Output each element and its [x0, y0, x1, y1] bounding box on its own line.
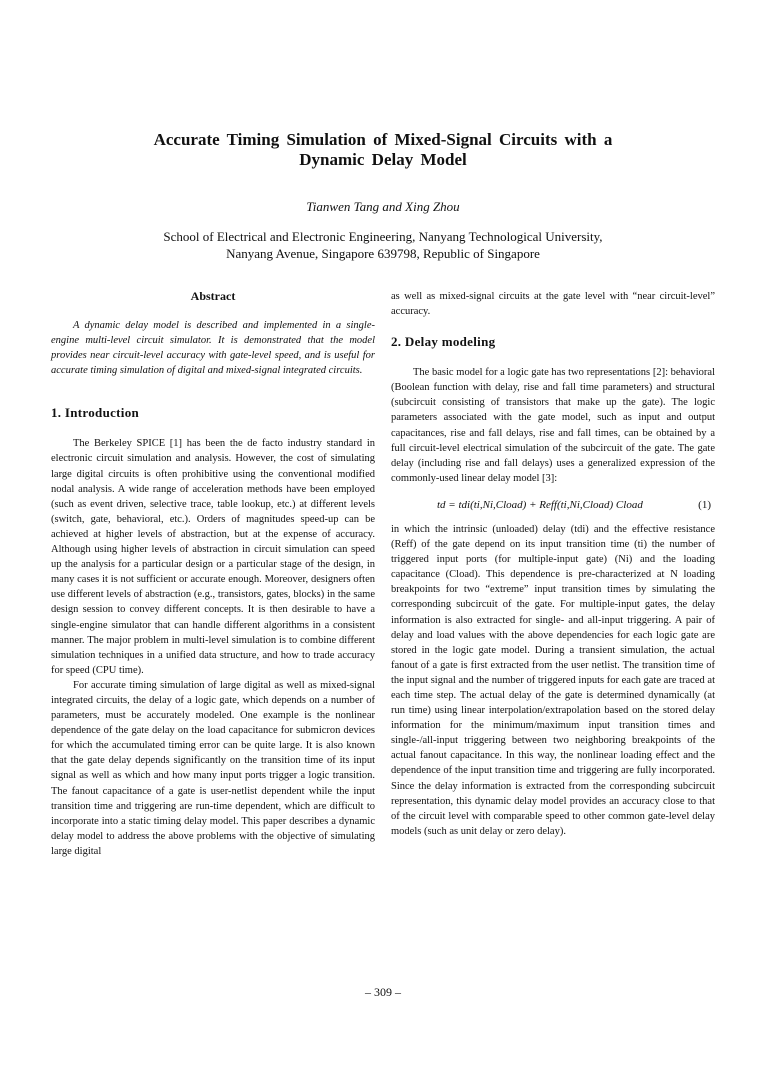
equation-body: td = tdi(ti,Ni,Cload) + Reff(ti,Ni,Cload) Cload — [437, 498, 643, 511]
introduction-heading: 1. Introduction — [51, 405, 140, 421]
introduction-paragraph-2-continued: as well as mixed-signal circuits at the gate level with “near circuit-level” accuracy. — [391, 291, 715, 318]
affiliation-line-2: Nanyang Avenue, Singapore 639798, Republic of Singapore — [226, 245, 540, 261]
abstract-text: A dynamic delay model is described and implemented in a single-engine multi-level circuit simulator. It is demonstrated that the model provides near circuit-level accuracy with gate-level speed, and is useful for accurate timing simulation of digital and mixed-signal integrated circuits. — [51, 320, 375, 377]
title-line-2: Dynamic Delay Model — [299, 150, 467, 169]
right-column — [391, 289, 715, 839]
left-column — [51, 288, 375, 859]
delay-modeling-paragraph-1: The basic model for a logic gate has two representations [2]: behavioral (Boolean function with delay, rise and fall time parameters) and structural (subcircuit consisting of transistors that make up the gate). The logic parameters associated with the gate model, such as input and output capacitances, rise and fall delays, rise and fall times, can be obtained by a full circuit-level electrical simulation of the subcircuit of the gate. The gate delay (including rise and fall delays) uses a generalized expression of the commonly-used linear delay model [3]: — [391, 367, 715, 484]
affiliation-line-1: School of Electrical and Electronic Engineering, Nanyang Technological University, — [163, 229, 603, 244]
authors: Tianwen Tang and Xing Zhou — [306, 199, 460, 214]
introduction-paragraph-1: The Berkeley SPICE [1] has been the de facto industry standard in electronic circuit simulation and analysis. However, the cost of simulating large digital circuits is often prohibitive using the conventional modified nodal analysis. A wide range of acceleration methods have been employed (such as event driven, selective trace, table lookup, etc.) at different levels (switch, gate, behavioral, etc.). Orders of magnitudes speed-up can be achieved at higher levels of abstraction, but at the expense of accuracy. Although using higher levels of abstraction in circuit simulation can speed up the analysis for a particular design or a particular stage of the design, in many cases it is not sufficient or accurate enough. Moreover, designers often use different levels of abstraction (e.g., transistors, gates, blocks) in the same design session to convey different concepts. It is then desirable to have a single-engine simulator that can handle different algorithms in a consistent manner. The major problem in multi-level simulation is to combine different simulation techniques in a unified data structure, and how to trade accuracy for speed (CPU time). — [51, 438, 375, 676]
equation-1 — [391, 496, 715, 516]
affiliation — [60, 229, 706, 262]
delay-modeling-paragraph-2: in which the intrinsic (unloaded) delay (tdi) and the effective resistance (Reff) of the gate depend on its input transition time (ti) the number of triggered input ports (for multiple-input gate) (Ni) and the loading capacitance (Cload). This dependence is pre-characterized at N loading breakpoints for two “extreme” input transition times by simulating the corresponding subcircuit of the gate. For multiple-input gates, the delay information is also extracted for single- and all-input triggering. A pair of delay and load values with the above dependencies for each logic gate are stored in the logic gate model. During a transient simulation, the actual fanout of a gate is first extracted from the user netlist. The transition time of the input signal and the number of triggered inputs for each gate are traced at each time step. The actual delay of the gate is determined dynamically (at run time) using linear interpolation/extrapolation based on the stored delay information for the minimum/maximum input transition times and single-/all-input triggering between two neighboring breakpoints of the actual fanout capacitance. In this way, the nonlinear loading effect and the dependence of the input transition time and triggering are fully incorporated. Since the delay information is extracted from the corresponding subcircuit representation, this dynamic delay model provides an accuracy close to that of the circuit level with comparable speed to other common gate-level delay models (such as unit delay or zero delay). — [391, 523, 715, 837]
introduction-paragraph-2: For accurate timing simulation of large digital as well as mixed-signal integrated circuits, the delay of a logic gate, which depends on a number of parameters, must be accurately modeled. One example is the nonlinear dependence of the gate delay on the load capacitance for submicron devices for which the accumulated timing error can be quite large. It is also known that the gate delay depends significantly on the transition time of its input signal as well as which and how many input ports trigger a logic transition. The fanout capacitance of a gate is user-netlist dependent while the input transition time and triggering are run-time dependent, which are difficult to incorporate into a static timing delay model. This paper describes a dynamic delay model to address the above problems with the objective of simulating large digital — [51, 679, 375, 857]
title-line-1: Accurate Timing Simulation of Mixed-Signal Circuits with a — [153, 130, 613, 149]
paper-title — [60, 130, 706, 170]
abstract-heading: Abstract — [190, 289, 236, 303]
equation-number: (1) — [698, 498, 711, 511]
delay-modeling-heading: 2. Delay modeling — [391, 334, 496, 350]
page-number: – 309 – — [365, 985, 401, 999]
